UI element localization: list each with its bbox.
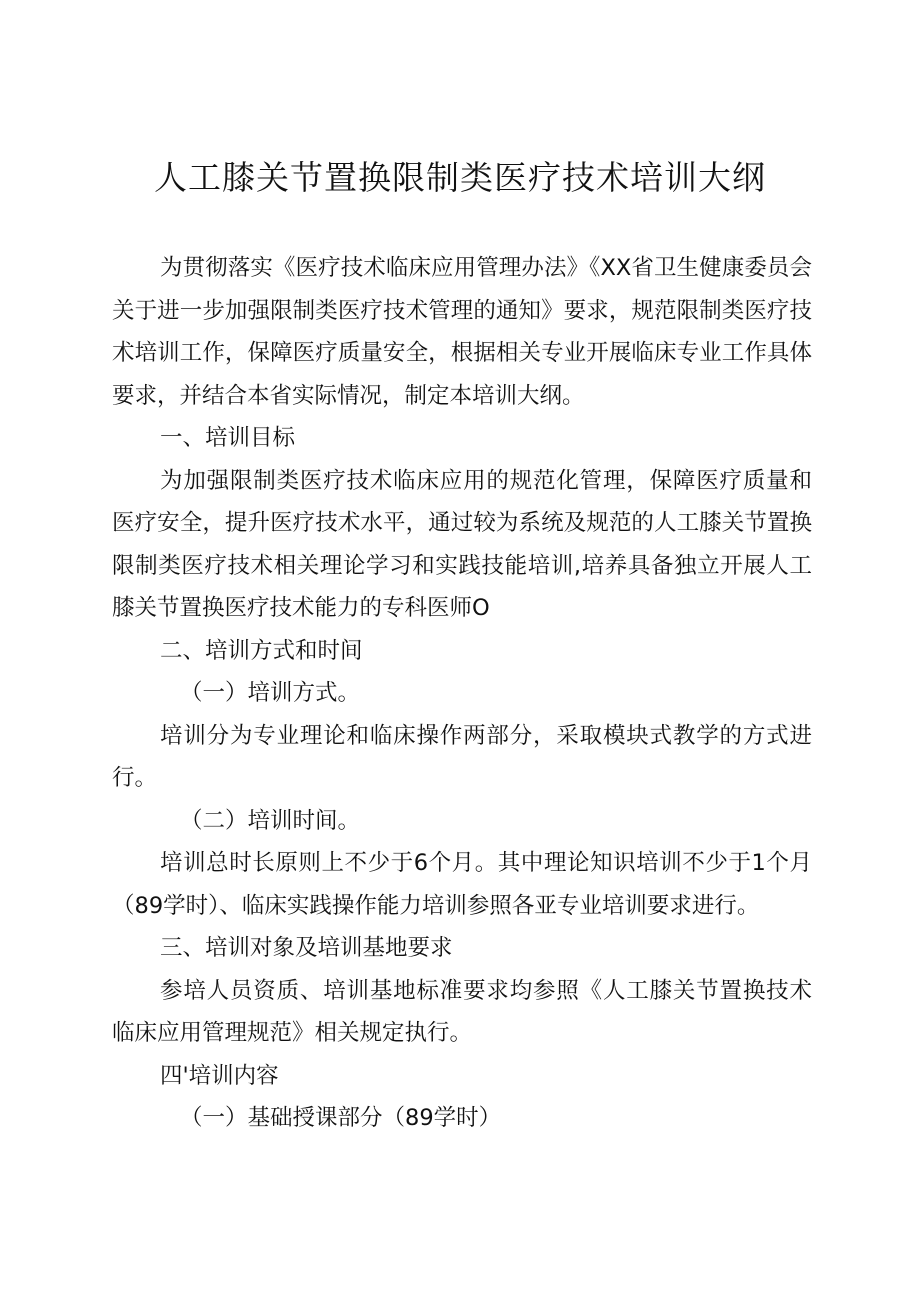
section-heading-4: 四'培训内容	[160, 1062, 279, 1089]
goal-paragraph: 为加强限制类医疗技术临床应用的规范化管理，保障医疗质量和医疗安全，提升医疗技术水平，通过较为系统及规范的人工膝关节置换限制类医疗技术相关理论学习和实践技能培训,培养具备独立开展人工膝关节置换医疗技术能力的专科医师O	[112, 467, 812, 621]
subsection-heading-basic-course: （一）基础授课部分（89学时）	[180, 1105, 502, 1131]
subsection-heading-time: （二）培训时间。	[180, 807, 361, 834]
document-body	[112, 247, 812, 1140]
time-paragraph: 培训总时长原则上不少于6个月。其中理论知识培训不少于1个月（89学时）、临床实践操作能力培训参照各亚专业培训要求进行。	[112, 850, 812, 919]
subsection-heading-method: （一）培训方式。	[180, 680, 361, 706]
section-heading-3: 三、培训对象及培训基地要求	[160, 935, 453, 961]
document-title: 人工膝关节置换限制类医疗技术培训大纲	[154, 158, 766, 197]
section-heading-1: 一、培训目标	[160, 425, 296, 451]
method-paragraph: 培训分为专业理论和临床操作两部分，采取模块式教学的方式进行。	[112, 722, 812, 791]
section-heading-2: 二、培训方式和时间	[160, 637, 363, 664]
requirements-paragraph: 参培人员资质、培训基地标准要求均参照《人工膝关节置换技术临床应用管理规范》相关规定执行。	[112, 977, 812, 1046]
intro-paragraph: 为贯彻落实《医疗技术临床应用管理办法》《XX省卫生健康委员会关于进一步加强限制类医疗技术管理的通知》要求，规范限制类医疗技术培训工作，保障医疗质量安全，根据相关专业开展临床专业工作具体要求，并结合本省实际情况，制定本培训大纲。	[112, 255, 812, 409]
